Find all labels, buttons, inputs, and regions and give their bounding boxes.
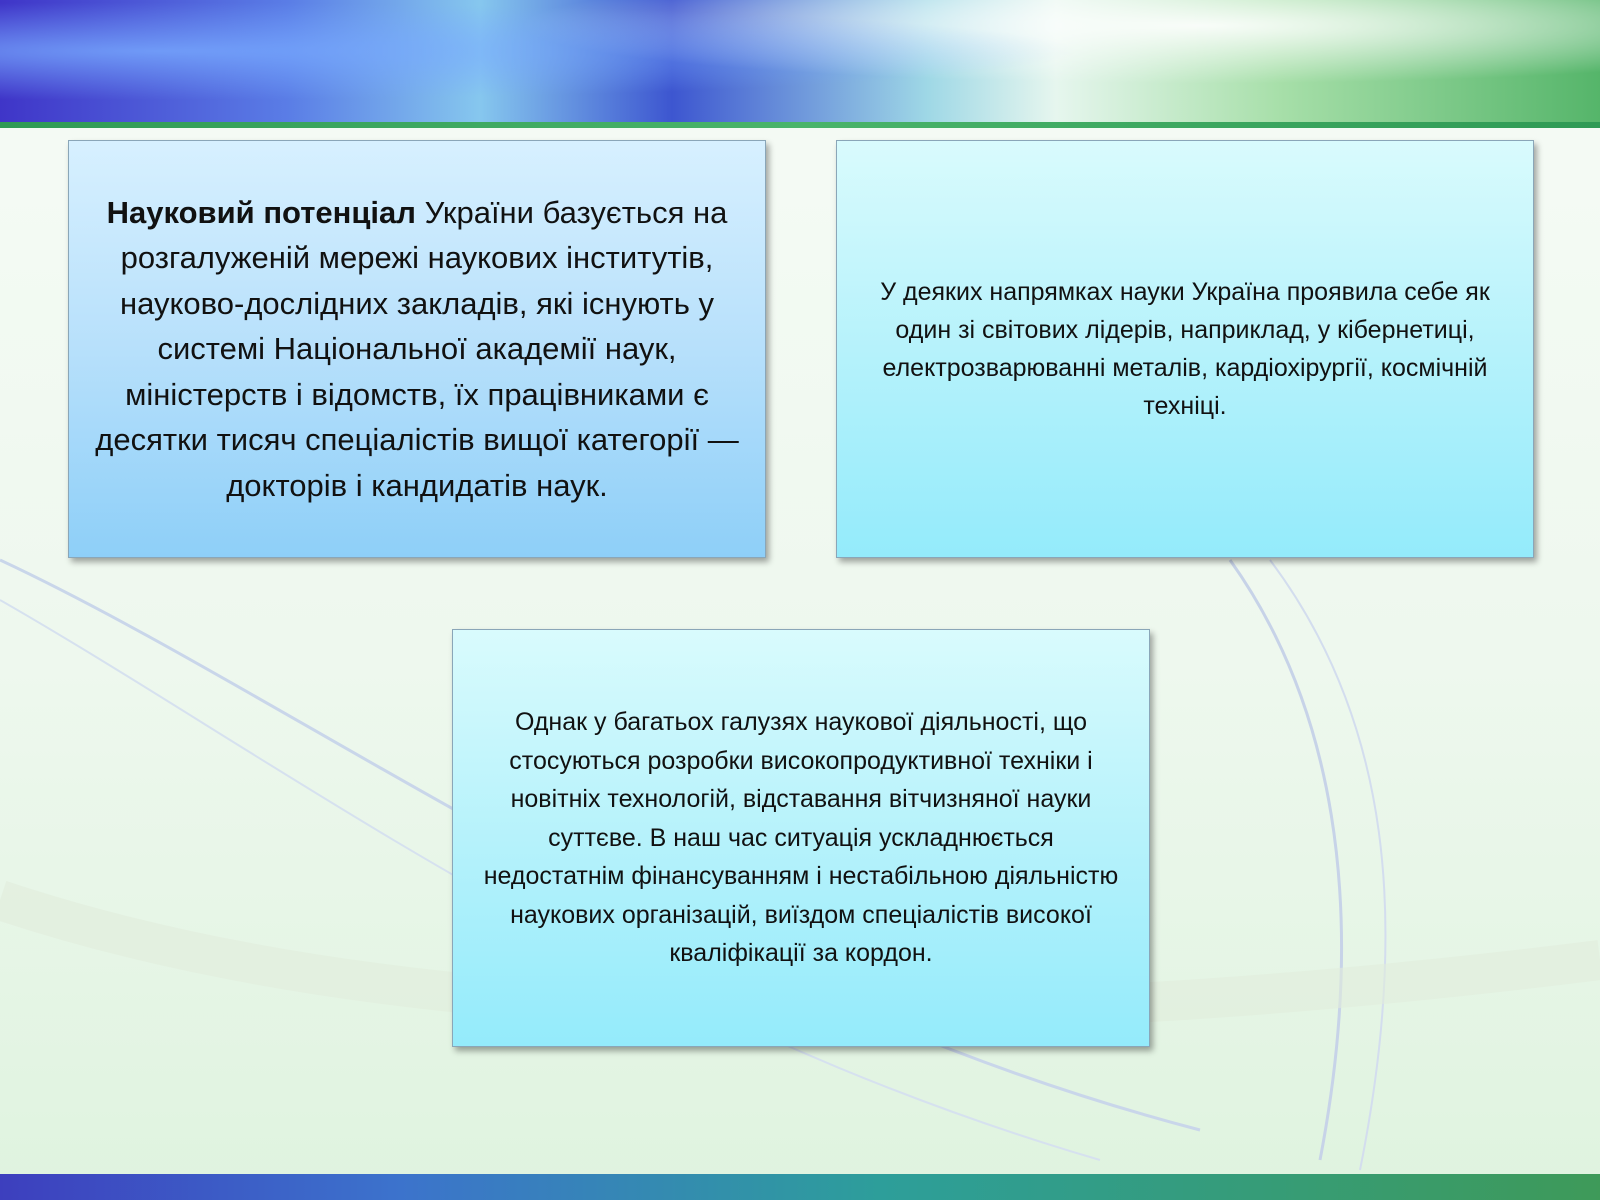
scientific-potential-body: України базується на розгалуженій мережі наукових інститутів, науково-дослідних закладів, які існують у системі Національної академії наук, міністерств і відомств, їх працівниками є десятки тисяч спеціалістів вищої категорії — докторів і кандидатів наук. [95, 194, 739, 503]
bottom-strip [0, 1174, 1600, 1200]
scientific-potential-box [68, 140, 766, 558]
scientific-potential-text [89, 190, 745, 509]
top-banner [0, 0, 1600, 128]
science-lag-box [452, 629, 1150, 1047]
science-lag-text: Однак у багатьох галузях наукової діяльності, що стосуються розробки високопродуктивної техніки і новітніх технологій, відставання вітчизняної науки суттєве. В наш час ситуація ускладнюється недостатнім фінансуванням і нестабільною діяльністю наукових організацій, виїздом спеціалістів високої кваліфікації за кордон. [483, 708, 1119, 968]
world-leaders-box [836, 140, 1534, 558]
scientific-potential-bold-lead: Науковий потенціал [106, 194, 416, 230]
world-leaders-text: У деяких напрямках науки Україна проявила себе як один зі світових лідерів, наприклад, у кібернетиці, електрозварюванні металів, кардіохірургії, космічній техніці. [880, 278, 1490, 420]
